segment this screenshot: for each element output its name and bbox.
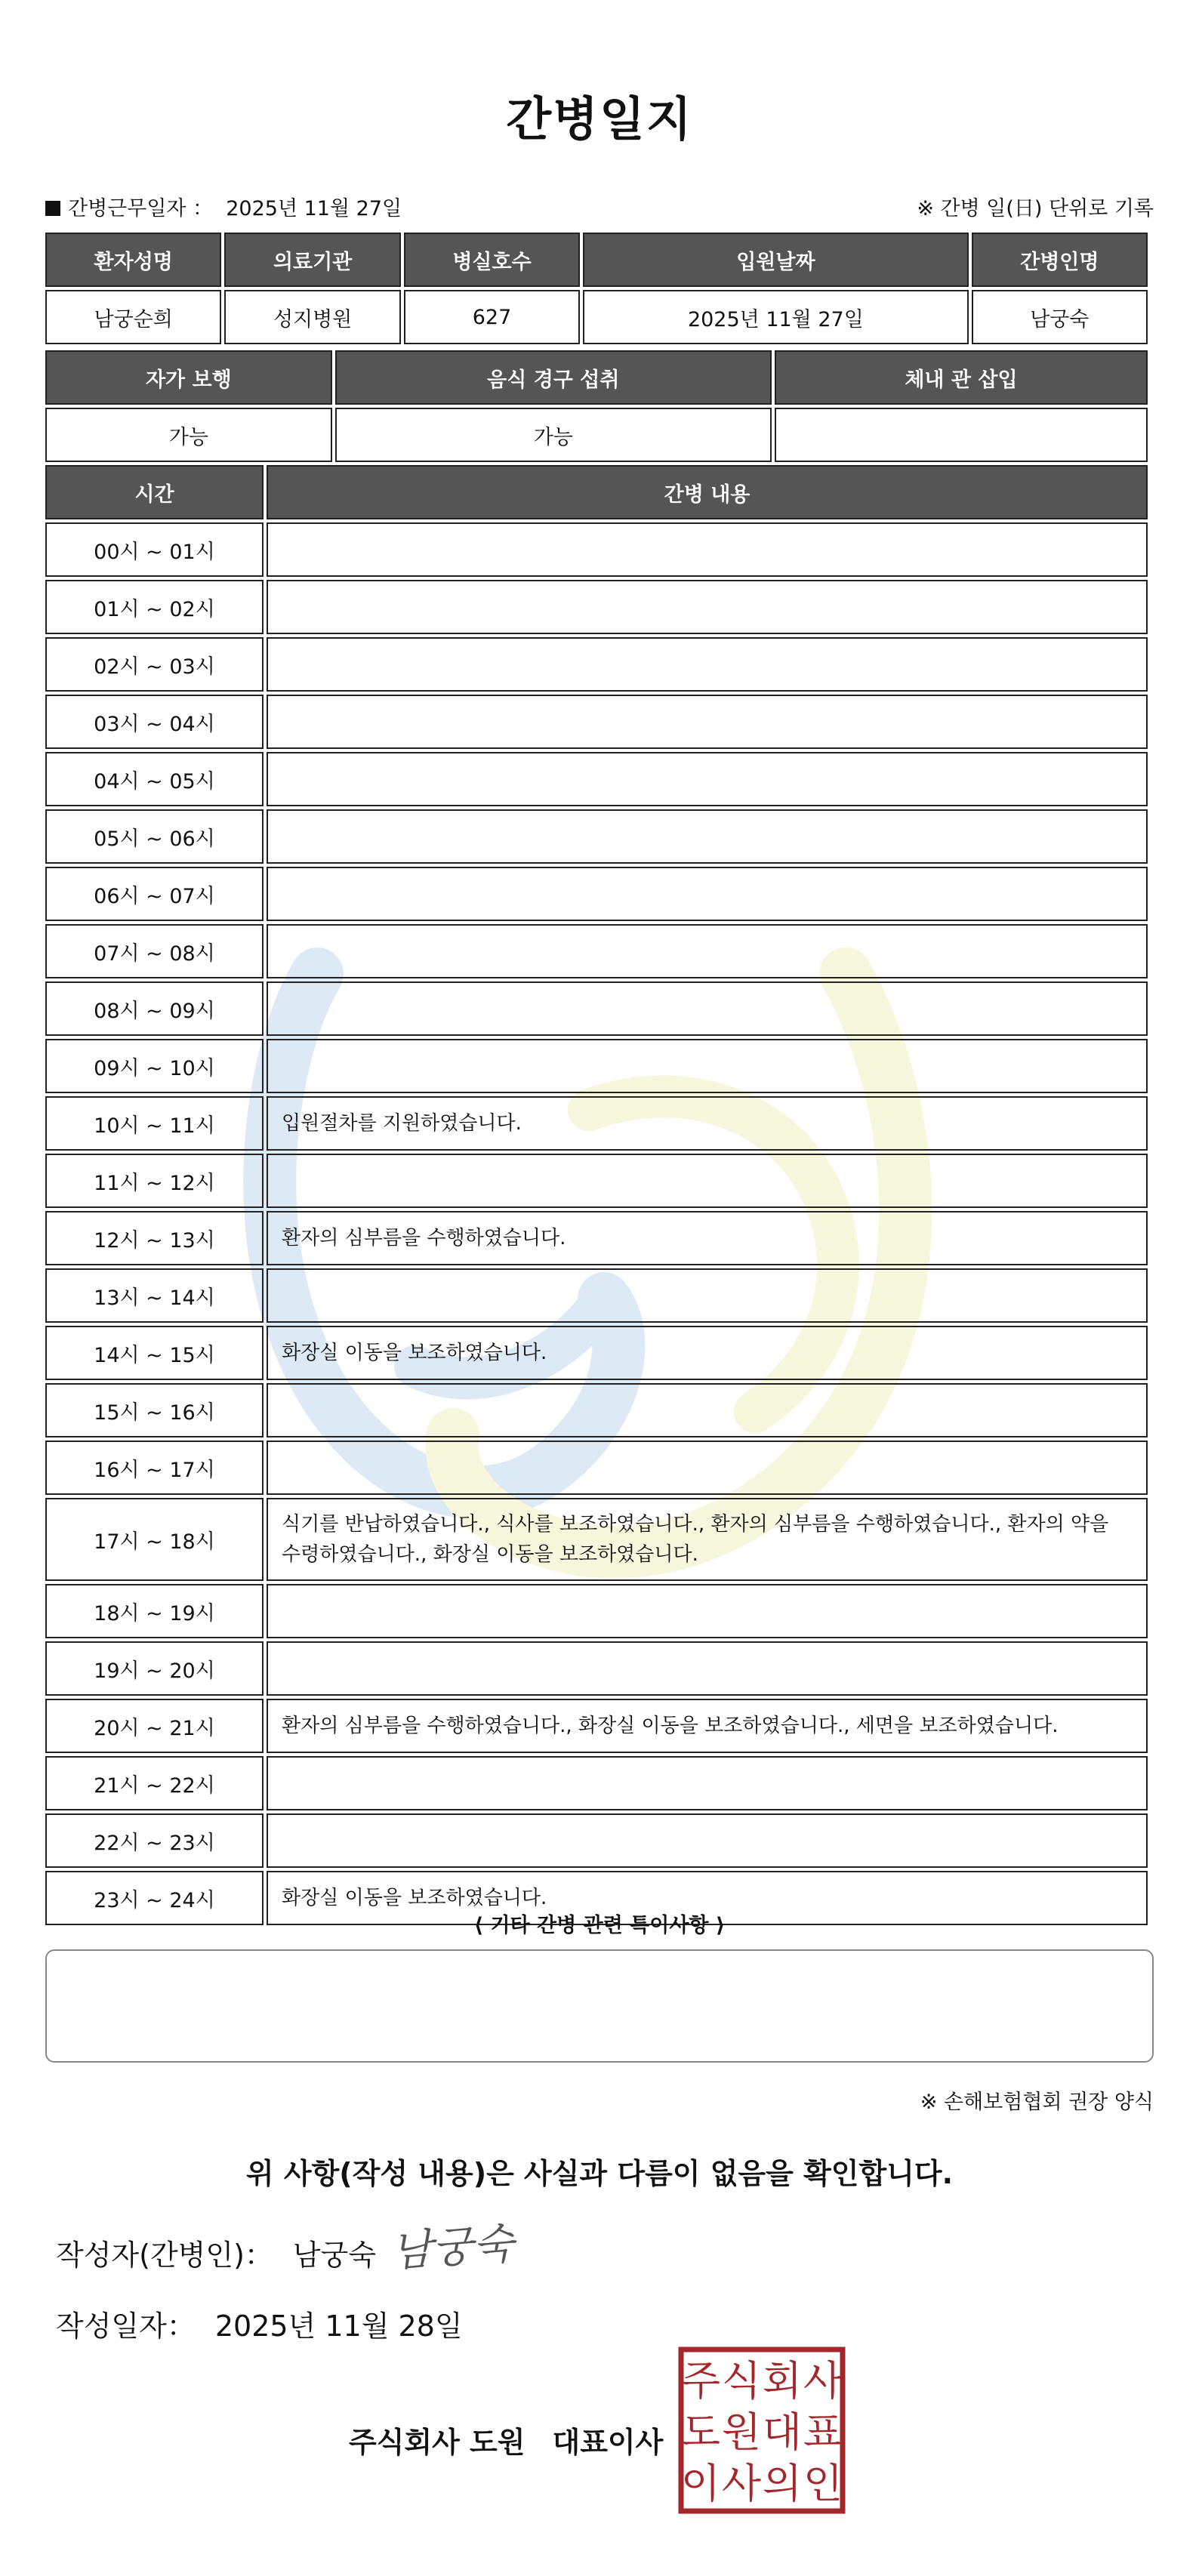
remarks-title: ⟨ 기타 간병 관련 특이사항 ⟩ <box>473 1914 726 1937</box>
time-slot: 20시 ~ 21시 <box>45 1699 264 1753</box>
header-admission-date: 입원날짜 <box>583 233 968 287</box>
table-row <box>45 1268 1148 1323</box>
seal-char: 도 <box>680 2408 721 2456</box>
ceo-title: 대표이사 <box>552 2426 664 2459</box>
work-date-value: 2025년 11월 27일 <box>226 197 402 220</box>
patient-status-table <box>42 347 1151 465</box>
care-note: 화장실 이동을 보조하였습니다. <box>267 1871 1148 1925</box>
care-note: 입원절차를 지원하였습니다. <box>267 1096 1148 1151</box>
time-slot: 09시 ~ 10시 <box>45 1039 264 1093</box>
table-row <box>45 1326 1148 1380</box>
form-note: ※ 손해보험협회 권장 양식 <box>920 2091 1154 2114</box>
time-slot: 04시 ~ 05시 <box>45 752 264 806</box>
care-note <box>267 522 1148 577</box>
seal-char: 회 <box>762 2357 803 2405</box>
time-slot: 12시 ~ 13시 <box>45 1211 264 1265</box>
table-row <box>45 867 1148 921</box>
table-row <box>45 1498 1148 1581</box>
care-note <box>267 1756 1148 1810</box>
care-note <box>267 1441 1148 1495</box>
table-row <box>45 1096 1148 1151</box>
table-row <box>45 809 1148 864</box>
seal-char: 인 <box>803 2460 843 2507</box>
company-line <box>349 2419 663 2460</box>
time-slot: 17시 ~ 18시 <box>45 1498 264 1581</box>
time-slot: 14시 ~ 15시 <box>45 1326 264 1380</box>
patient-name: 남궁순희 <box>45 290 221 344</box>
care-note <box>267 637 1148 692</box>
time-slot: 00시 ~ 01시 <box>45 522 264 577</box>
care-note: 환자의 심부름을 수행하였습니다. <box>267 1211 1148 1265</box>
writer-line <box>56 2232 376 2273</box>
table-row <box>45 1441 1148 1495</box>
care-note <box>267 1154 1148 1208</box>
oral-intake: 가능 <box>335 408 772 462</box>
table-row <box>45 924 1148 978</box>
work-date-label: 간병근무일자 ： <box>68 197 214 220</box>
table-row <box>45 637 1148 692</box>
care-note <box>267 1584 1148 1638</box>
table-row <box>45 1154 1148 1208</box>
time-slot: 16시 ~ 17시 <box>45 1441 264 1495</box>
table-row <box>45 752 1148 806</box>
table-row <box>45 1699 1148 1753</box>
handwritten-signature <box>385 2212 529 2280</box>
care-note <box>267 924 1148 978</box>
header-hospital: 의료기관 <box>224 233 400 287</box>
table-row <box>45 1383 1148 1437</box>
time-slot: 08시 ~ 09시 <box>45 981 264 1036</box>
record-unit-note: ※ 간병 일(日) 단위로 기록 <box>917 197 1154 220</box>
table-row <box>45 1584 1148 1638</box>
header-room-number: 병실호수 <box>404 233 580 287</box>
care-note <box>267 695 1148 749</box>
time-slot: 05시 ~ 06시 <box>45 809 264 864</box>
company-name: 주식회사 도원 <box>349 2426 526 2459</box>
care-note <box>267 580 1148 634</box>
care-note <box>267 867 1148 921</box>
care-note: 화장실 이동을 보조하였습니다. <box>267 1326 1148 1380</box>
written-date-line <box>56 2303 463 2344</box>
tube-insertion <box>775 408 1148 462</box>
table-row <box>45 1039 1148 1093</box>
seal-char: 식 <box>721 2357 762 2405</box>
time-slot: 23시 ~ 24시 <box>45 1871 264 1925</box>
seal-char: 사 <box>803 2357 843 2405</box>
hospital: 성지병원 <box>224 290 400 344</box>
time-slot: 07시 ~ 08시 <box>45 924 264 978</box>
caregiver-name: 남궁숙 <box>972 290 1148 344</box>
care-note <box>267 981 1148 1036</box>
seal-char: 사 <box>721 2460 762 2507</box>
time-slot: 22시 ~ 23시 <box>45 1813 264 1868</box>
seal-char: 주 <box>680 2357 721 2405</box>
confirmation-statement: 위 사항(작성 내용)은 사실과 다름이 없음을 확인합니다. <box>245 2157 954 2190</box>
header-self-walking: 자가 보행 <box>45 350 332 405</box>
care-log-table <box>42 462 1151 1928</box>
time-slot: 18시 ~ 19시 <box>45 1584 264 1638</box>
signature-text: 남궁숙 <box>390 2219 516 2277</box>
time-slot: 11시 ~ 12시 <box>45 1154 264 1208</box>
table-row <box>45 522 1148 577</box>
seal-char: 의 <box>762 2460 803 2507</box>
self-walking: 가능 <box>45 408 332 462</box>
company-seal <box>678 2346 846 2514</box>
header-oral-intake: 음식 경구 섭취 <box>335 350 772 405</box>
care-note <box>267 752 1148 806</box>
time-slot: 15시 ~ 16시 <box>45 1383 264 1437</box>
care-note: 환자의 심부름을 수행하였습니다., 화장실 이동을 보조하였습니다., 세면을 보조하였습니다. <box>267 1699 1148 1753</box>
header-care-content: 간병 내용 <box>267 465 1148 519</box>
care-note <box>267 809 1148 864</box>
table-row <box>45 695 1148 749</box>
document-title: 간병일지 <box>506 91 693 146</box>
table-row <box>45 1211 1148 1265</box>
remarks-box <box>45 1949 1154 2063</box>
care-note <box>267 1383 1148 1437</box>
header-time: 시간 <box>45 465 264 519</box>
writer-label: 작성자(간병인)： <box>56 2239 273 2272</box>
care-note <box>267 1641 1148 1696</box>
header-patient-name: 환자성명 <box>45 233 221 287</box>
admission-date: 2025년 11월 27일 <box>583 290 968 344</box>
seal-char: 대 <box>762 2408 803 2456</box>
time-slot: 21시 ~ 22시 <box>45 1756 264 1810</box>
seal-char: 원 <box>721 2408 762 2456</box>
header-caregiver-name: 간병인명 <box>972 233 1148 287</box>
seal-char: 표 <box>803 2408 843 2456</box>
written-date-value: 2025년 11월 28일 <box>214 2309 463 2343</box>
work-date <box>45 192 402 221</box>
care-note: 식기를 반납하였습니다., 식사를 보조하였습니다., 환자의 심부름을 수행하였습니다., 환자의 약을 수령하였습니다., 화장실 이동을 보조하였습니다. <box>267 1498 1148 1581</box>
time-slot: 13시 ~ 14시 <box>45 1268 264 1323</box>
care-note <box>267 1813 1148 1868</box>
time-slot: 19시 ~ 20시 <box>45 1641 264 1696</box>
square-bullet-icon <box>45 201 60 216</box>
care-note <box>267 1268 1148 1323</box>
patient-info-table <box>42 230 1151 347</box>
time-slot: 03시 ~ 04시 <box>45 695 264 749</box>
table-row <box>45 580 1148 634</box>
header-tube-insertion: 체내 관 삽입 <box>775 350 1148 405</box>
table-row <box>45 1813 1148 1868</box>
seal-char: 이 <box>680 2460 721 2507</box>
time-slot: 01시 ~ 02시 <box>45 580 264 634</box>
writer-name: 남궁숙 <box>292 2239 377 2272</box>
time-slot: 02시 ~ 03시 <box>45 637 264 692</box>
care-note <box>267 1039 1148 1093</box>
time-slot: 10시 ~ 11시 <box>45 1096 264 1151</box>
room-number: 627 <box>404 290 580 344</box>
written-date-label: 작성일자： <box>56 2309 196 2343</box>
table-row <box>45 1756 1148 1810</box>
table-row <box>45 1641 1148 1696</box>
table-row <box>45 981 1148 1036</box>
time-slot: 06시 ~ 07시 <box>45 867 264 921</box>
